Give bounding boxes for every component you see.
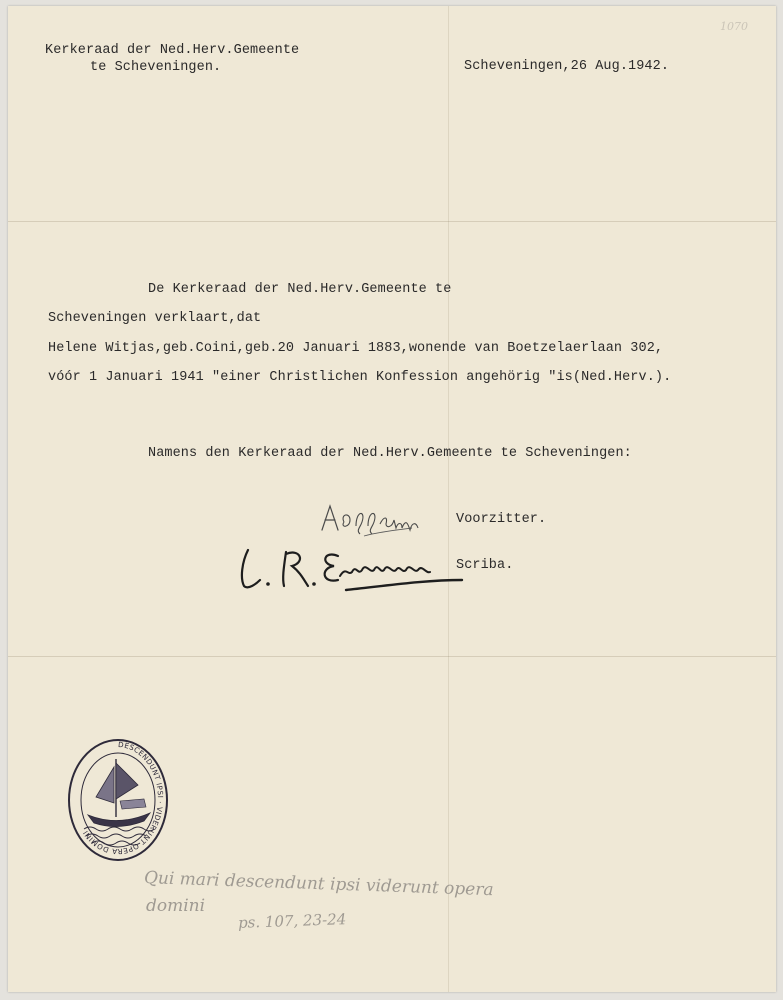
chairman-signature <box>316 500 428 542</box>
date-line: Scheveningen,26 Aug.1942. <box>464 59 670 74</box>
seal-inscription: DESCENDUNT IPSI · VIDERUNT OPERA DOMINI <box>80 739 165 857</box>
pencil-note-line-1: Qui mari descendunt ipsi viderunt opera <box>143 868 494 901</box>
document-page <box>8 6 776 992</box>
letterhead-line-1: Kerkeraad der Ned.Herv.Gemeente <box>45 43 300 58</box>
body-line-3: Helene Witjas,geb.Coini,geb.20 Januari 1883,wonende van Boetzelaerlaan 302, <box>48 341 664 356</box>
closing-line: Namens den Kerkeraad der Ned.Herv.Gemeente te Scheveningen: <box>148 446 632 461</box>
secretary-title: Scriba. <box>456 558 514 573</box>
paper-fold <box>8 221 776 222</box>
secretary-signature <box>234 540 466 600</box>
body-line-4: vóór 1 Januari 1941 "einer Christlichen Konfession angehörig "is(Ned.Herv.). <box>48 370 672 385</box>
chairman-title: Voorzitter. <box>456 512 547 527</box>
corner-archive-mark: 1070 <box>720 20 748 33</box>
paper-fold <box>8 656 776 657</box>
body-line-2: Scheveningen verklaart,dat <box>48 311 262 326</box>
paper-crease <box>448 6 449 992</box>
pencil-note-line-2: domini <box>146 896 206 916</box>
pencil-note-reference: ps. 107, 23-24 <box>237 910 347 932</box>
body-line-1: De Kerkeraad der Ned.Herv.Gemeente te <box>148 282 452 297</box>
congregation-seal <box>66 737 170 863</box>
letterhead-line-2: te Scheveningen. <box>90 60 222 75</box>
